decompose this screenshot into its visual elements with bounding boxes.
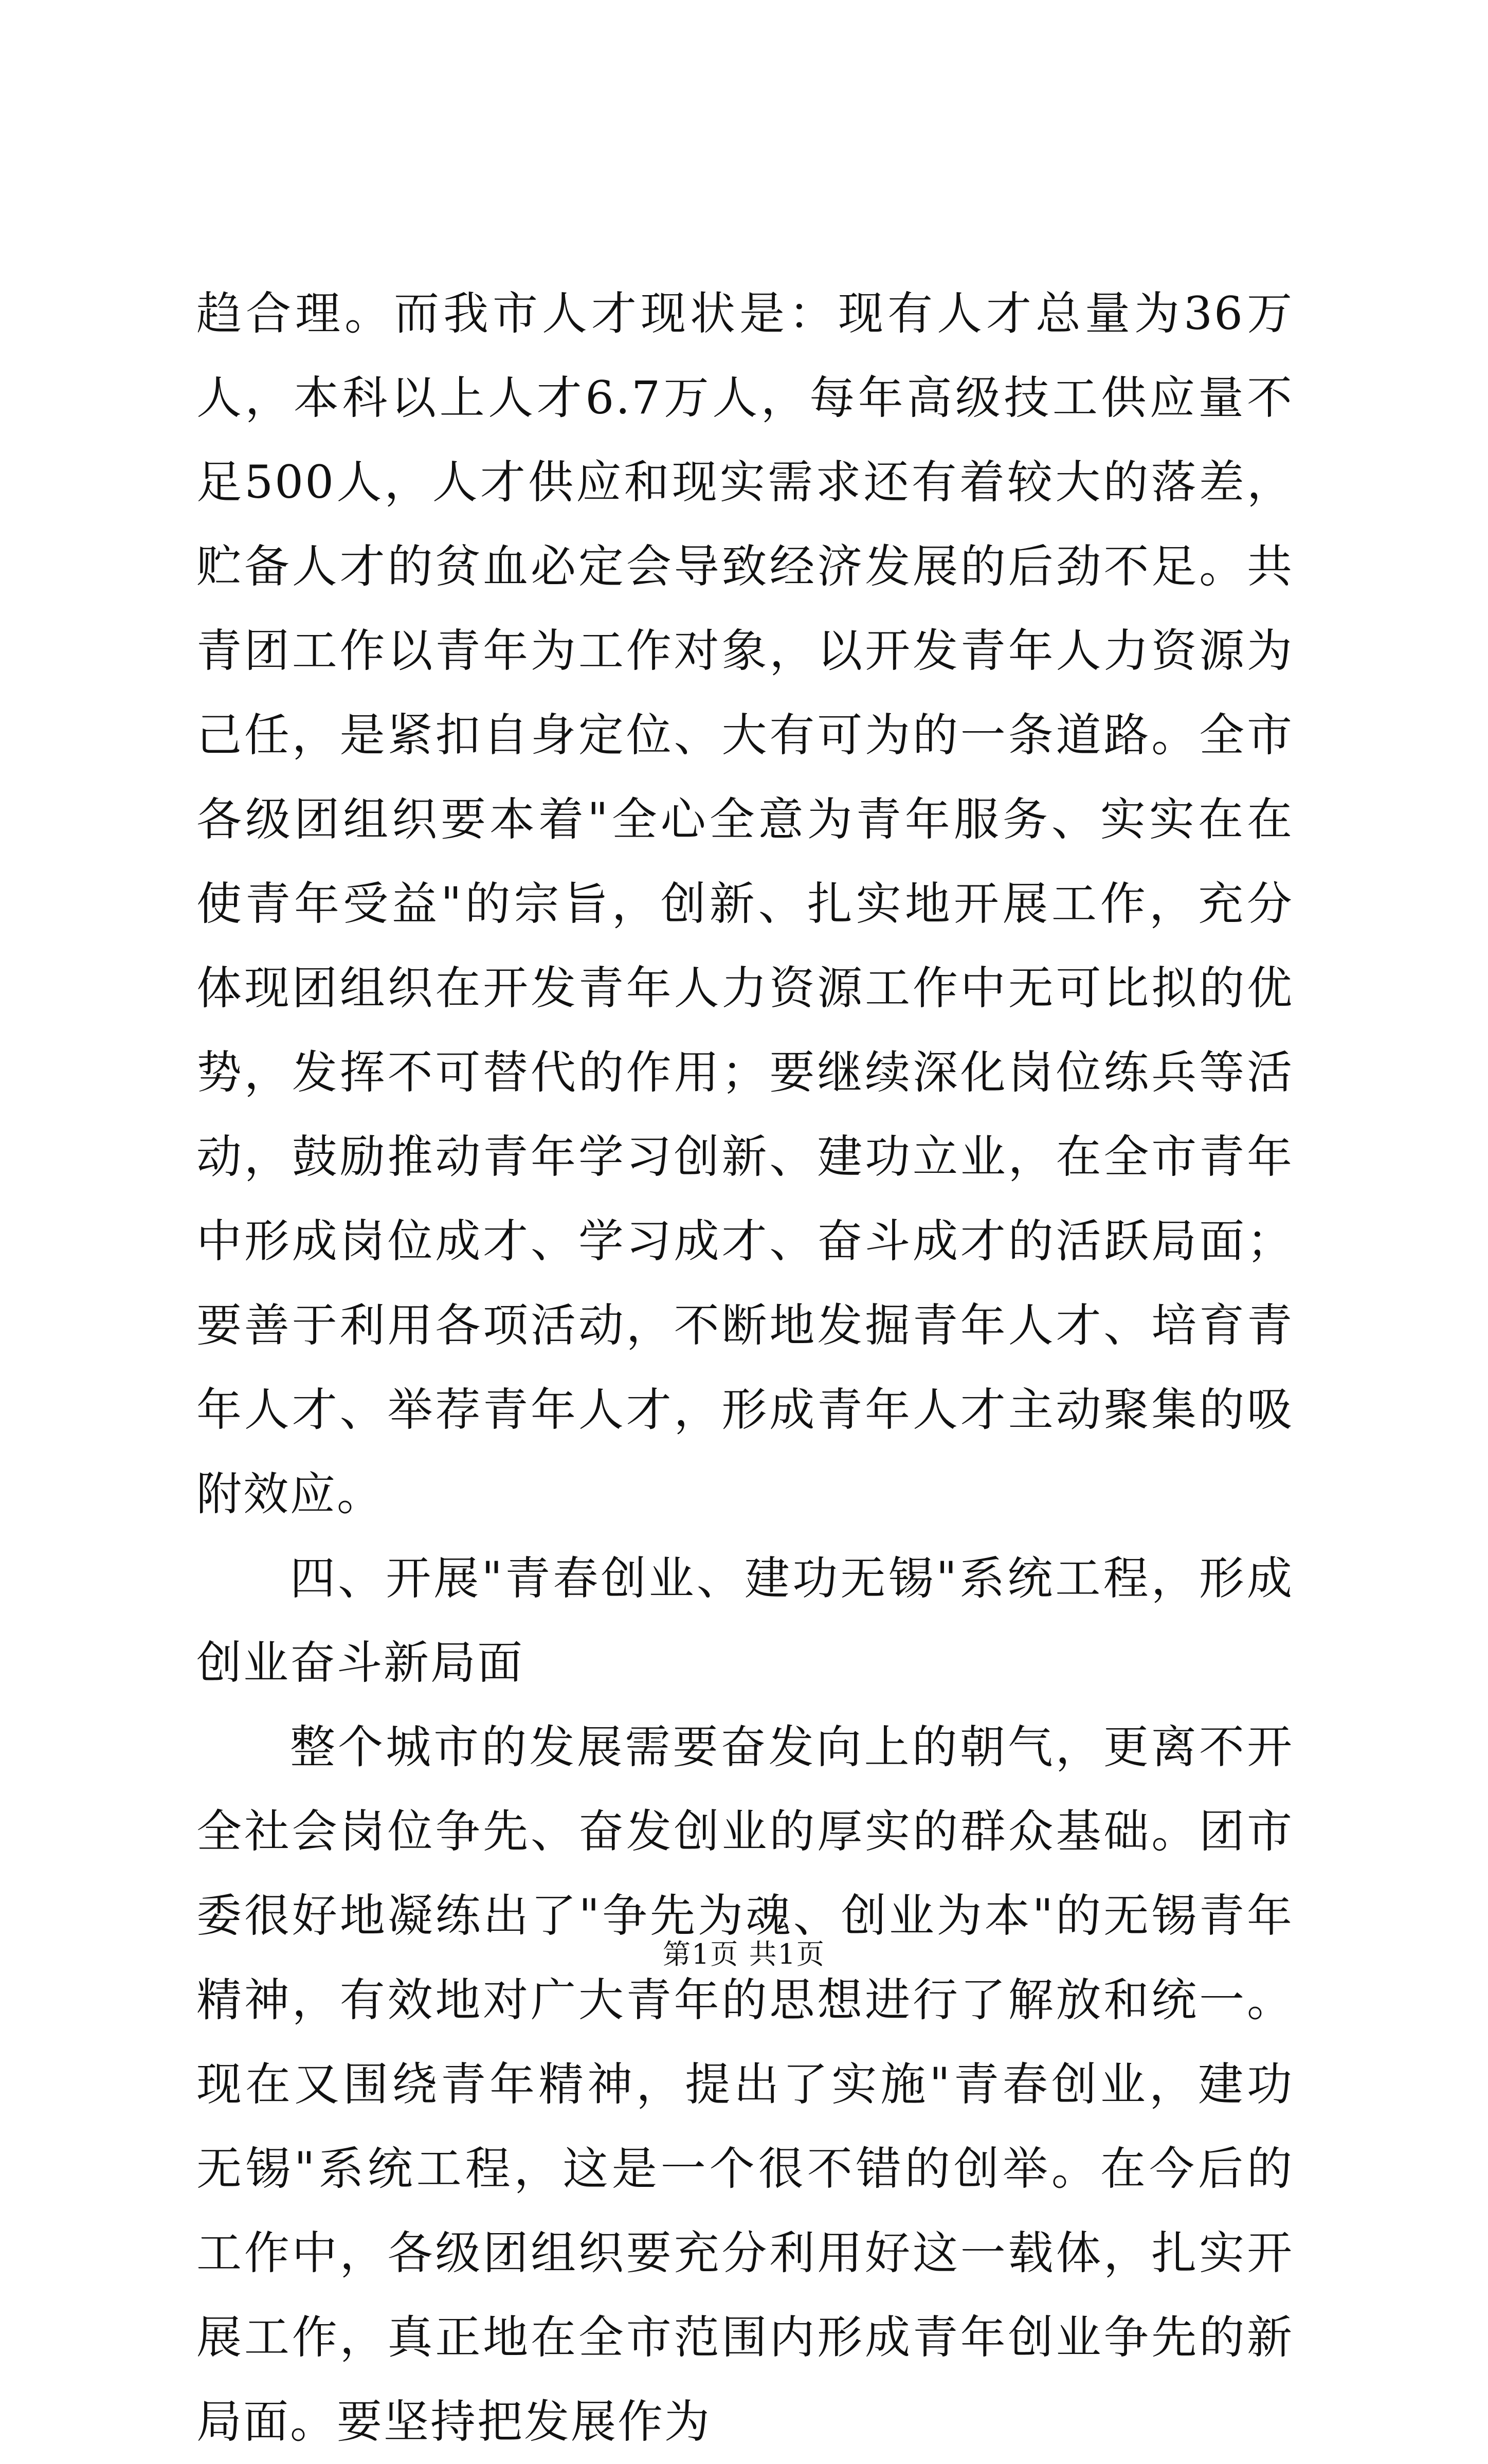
paragraph-talent-status: 趋合理。而我市人才现状是：现有人才总量为36万人，本科以上人才6.7万人，每年高级技工供应量不足500人，人才供应和现实需求还有着较大的落差，贮备人才的贫血必定会导致经济发展的后劲不足。共青团工作以青年为工作对象，以开发青年人力资源为己任，是紧扣自身定位、大有可为的一条道路。全市各级团组织要本着"全心全意为青年服务、实实在在使青年受益"的宗旨，创新、扎实地开展工作，充分体现团组织在开发青年人力资源工作中无可比拟的优势，发挥不可替代的作用；要继续深化岗位练兵等活动，鼓励推动青年学习创新、建功立业，在全市青年中形成岗位成才、学习成才、奋斗成才的活跃局面；要善于利用各项活动，不断地发掘青年人才、培育青年人才、举荐青年人才，形成青年人才主动聚集的吸附效应。 — [196, 287, 1294, 1520]
paragraph-city-development: 整个城市的发展需要奋发向上的朝气，更离不开全社会岗位争先、奋发创业的厚实的群众基础。团市委很好地凝练出了"争先为魂、创业为本"的无锡青年精神，有效地对广大青年的思想进行了解放和统一。现在又围绕青年精神，提出了实施"青春创业，建功无锡"系统工程，这是一个很不错的创举。在今后的工作中，各级团组织要充分利用好这一载体，扎实开展工作，真正地在全市范围内形成青年创业争先的新局面。要坚持把发展作为 — [196, 1720, 1294, 2448]
page-footer: 第1页 共1页 — [663, 1938, 825, 1970]
section-heading-four: 四、开展"青春创业、建功无锡"系统工程，形成创业奋斗新局面 — [196, 1552, 1294, 1689]
document-body — [196, 271, 1294, 2464]
